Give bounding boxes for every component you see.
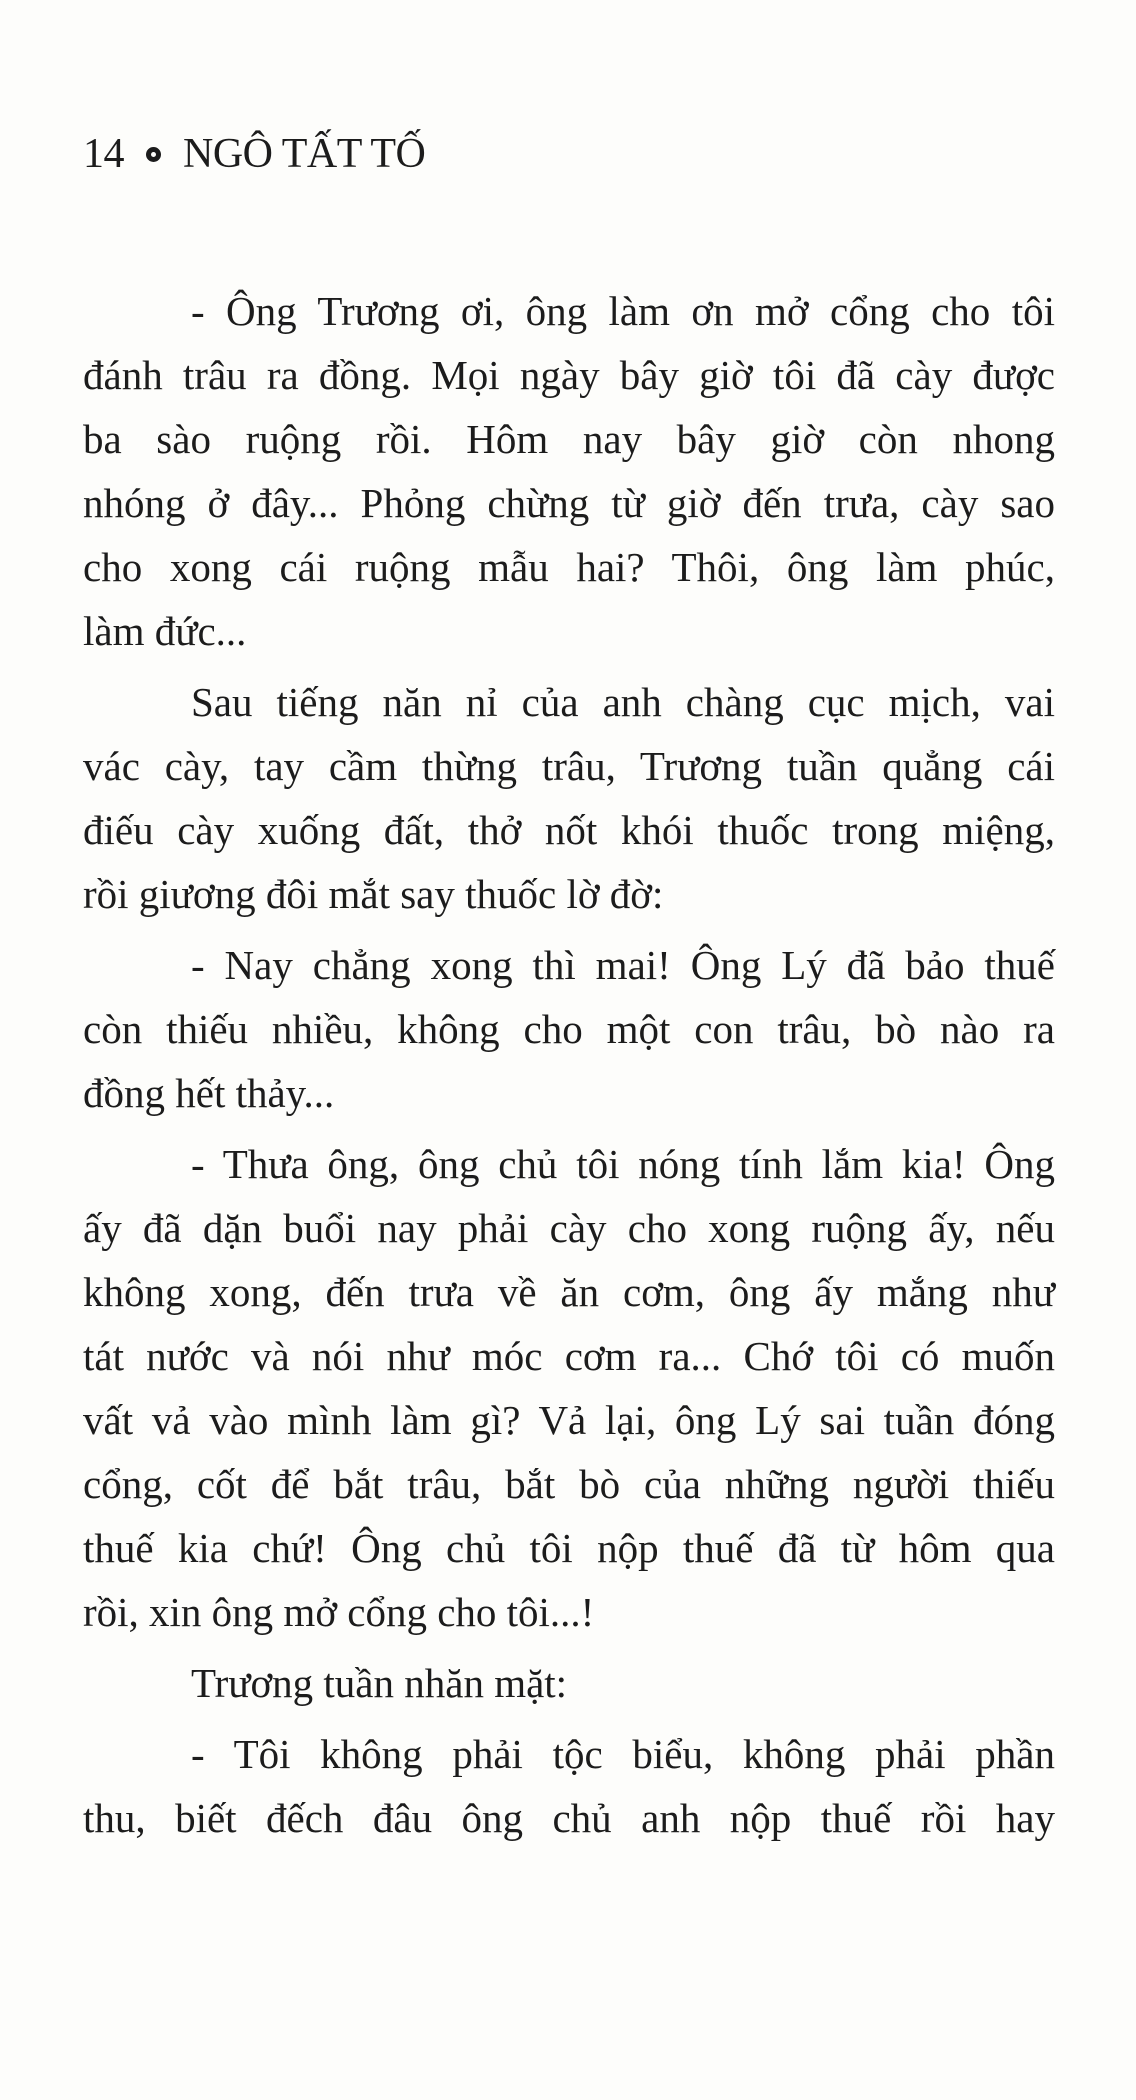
text-line: - Thưa ông, ông chủ tôi nóng tính lắm kia! Ông (191, 1141, 1055, 1187)
text-line: ba sào ruộng rồi. Hôm nay bây giờ còn nhong (83, 416, 1055, 462)
text-line: - Nay chẳng xong thì mai! Ông Lý đã bảo thuế (191, 942, 1055, 988)
text-line: rồi giương đôi mắt say thuốc lờ đờ: (83, 871, 664, 917)
paragraph (83, 670, 1055, 926)
text-line: Trương tuần nhăn mặt: (191, 1660, 568, 1706)
text-line: thuế kia chứ! Ông chủ tôi nộp thuế đã từ hôm qua (83, 1525, 1055, 1571)
paragraph (83, 1651, 1055, 1715)
body-text (83, 279, 1055, 1857)
text-line: nhóng ở đây... Phỏng chừng từ giờ đến trưa, cày sao (83, 480, 1055, 526)
text-line: cho xong cái ruộng mẫu hai? Thôi, ông làm phúc, (83, 544, 1055, 590)
text-line: đồng hết thảy... (83, 1070, 335, 1116)
text-line: điếu cày xuống đất, thở nốt khói thuốc trong miệng, (83, 807, 1055, 853)
text-line: còn thiếu nhiều, không cho một con trâu, bò nào ra (83, 1006, 1055, 1052)
text-line: - Tôi không phải tộc biểu, không phải phần (191, 1731, 1055, 1777)
text-line: đánh trâu ra đồng. Mọi ngày bây giờ tôi đã cày được (83, 352, 1055, 398)
paragraph (83, 933, 1055, 1125)
text-line: tát nước và nói như móc cơm ra... Chớ tôi có muốn (83, 1333, 1055, 1379)
text-line: Sau tiếng năn nỉ của anh chàng cục mịch, vai (191, 679, 1055, 725)
flower-ornament-icon (146, 147, 161, 162)
paragraph (83, 1722, 1055, 1850)
running-header (83, 126, 425, 182)
text-line: thu, biết đếch đâu ông chủ anh nộp thuế rồi hay (83, 1795, 1055, 1841)
paragraph (83, 1132, 1055, 1644)
text-line: vất vả vào mình làm gì? Vả lại, ông Lý sai tuần đóng (83, 1397, 1055, 1443)
page-number: 14 (83, 131, 124, 177)
text-line: - Ông Trương ơi, ông làm ơn mở cổng cho tôi (191, 288, 1055, 334)
text-line: ấy đã dặn buổi nay phải cày cho xong ruộng ấy, nếu (83, 1205, 1055, 1251)
paragraph (83, 279, 1055, 663)
text-line: vác cày, tay cầm thừng trâu, Trương tuần quẳng cái (83, 743, 1055, 789)
text-line: cổng, cốt để bắt trâu, bắt bò của những người thiếu (83, 1461, 1055, 1507)
author-name: NGÔ TẤT TỐ (183, 131, 426, 177)
text-line: không xong, đến trưa về ăn cơm, ông ấy mắng như (83, 1269, 1055, 1315)
text-line: làm đức... (83, 608, 247, 654)
text-line: rồi, xin ông mở cổng cho tôi...! (83, 1589, 595, 1635)
